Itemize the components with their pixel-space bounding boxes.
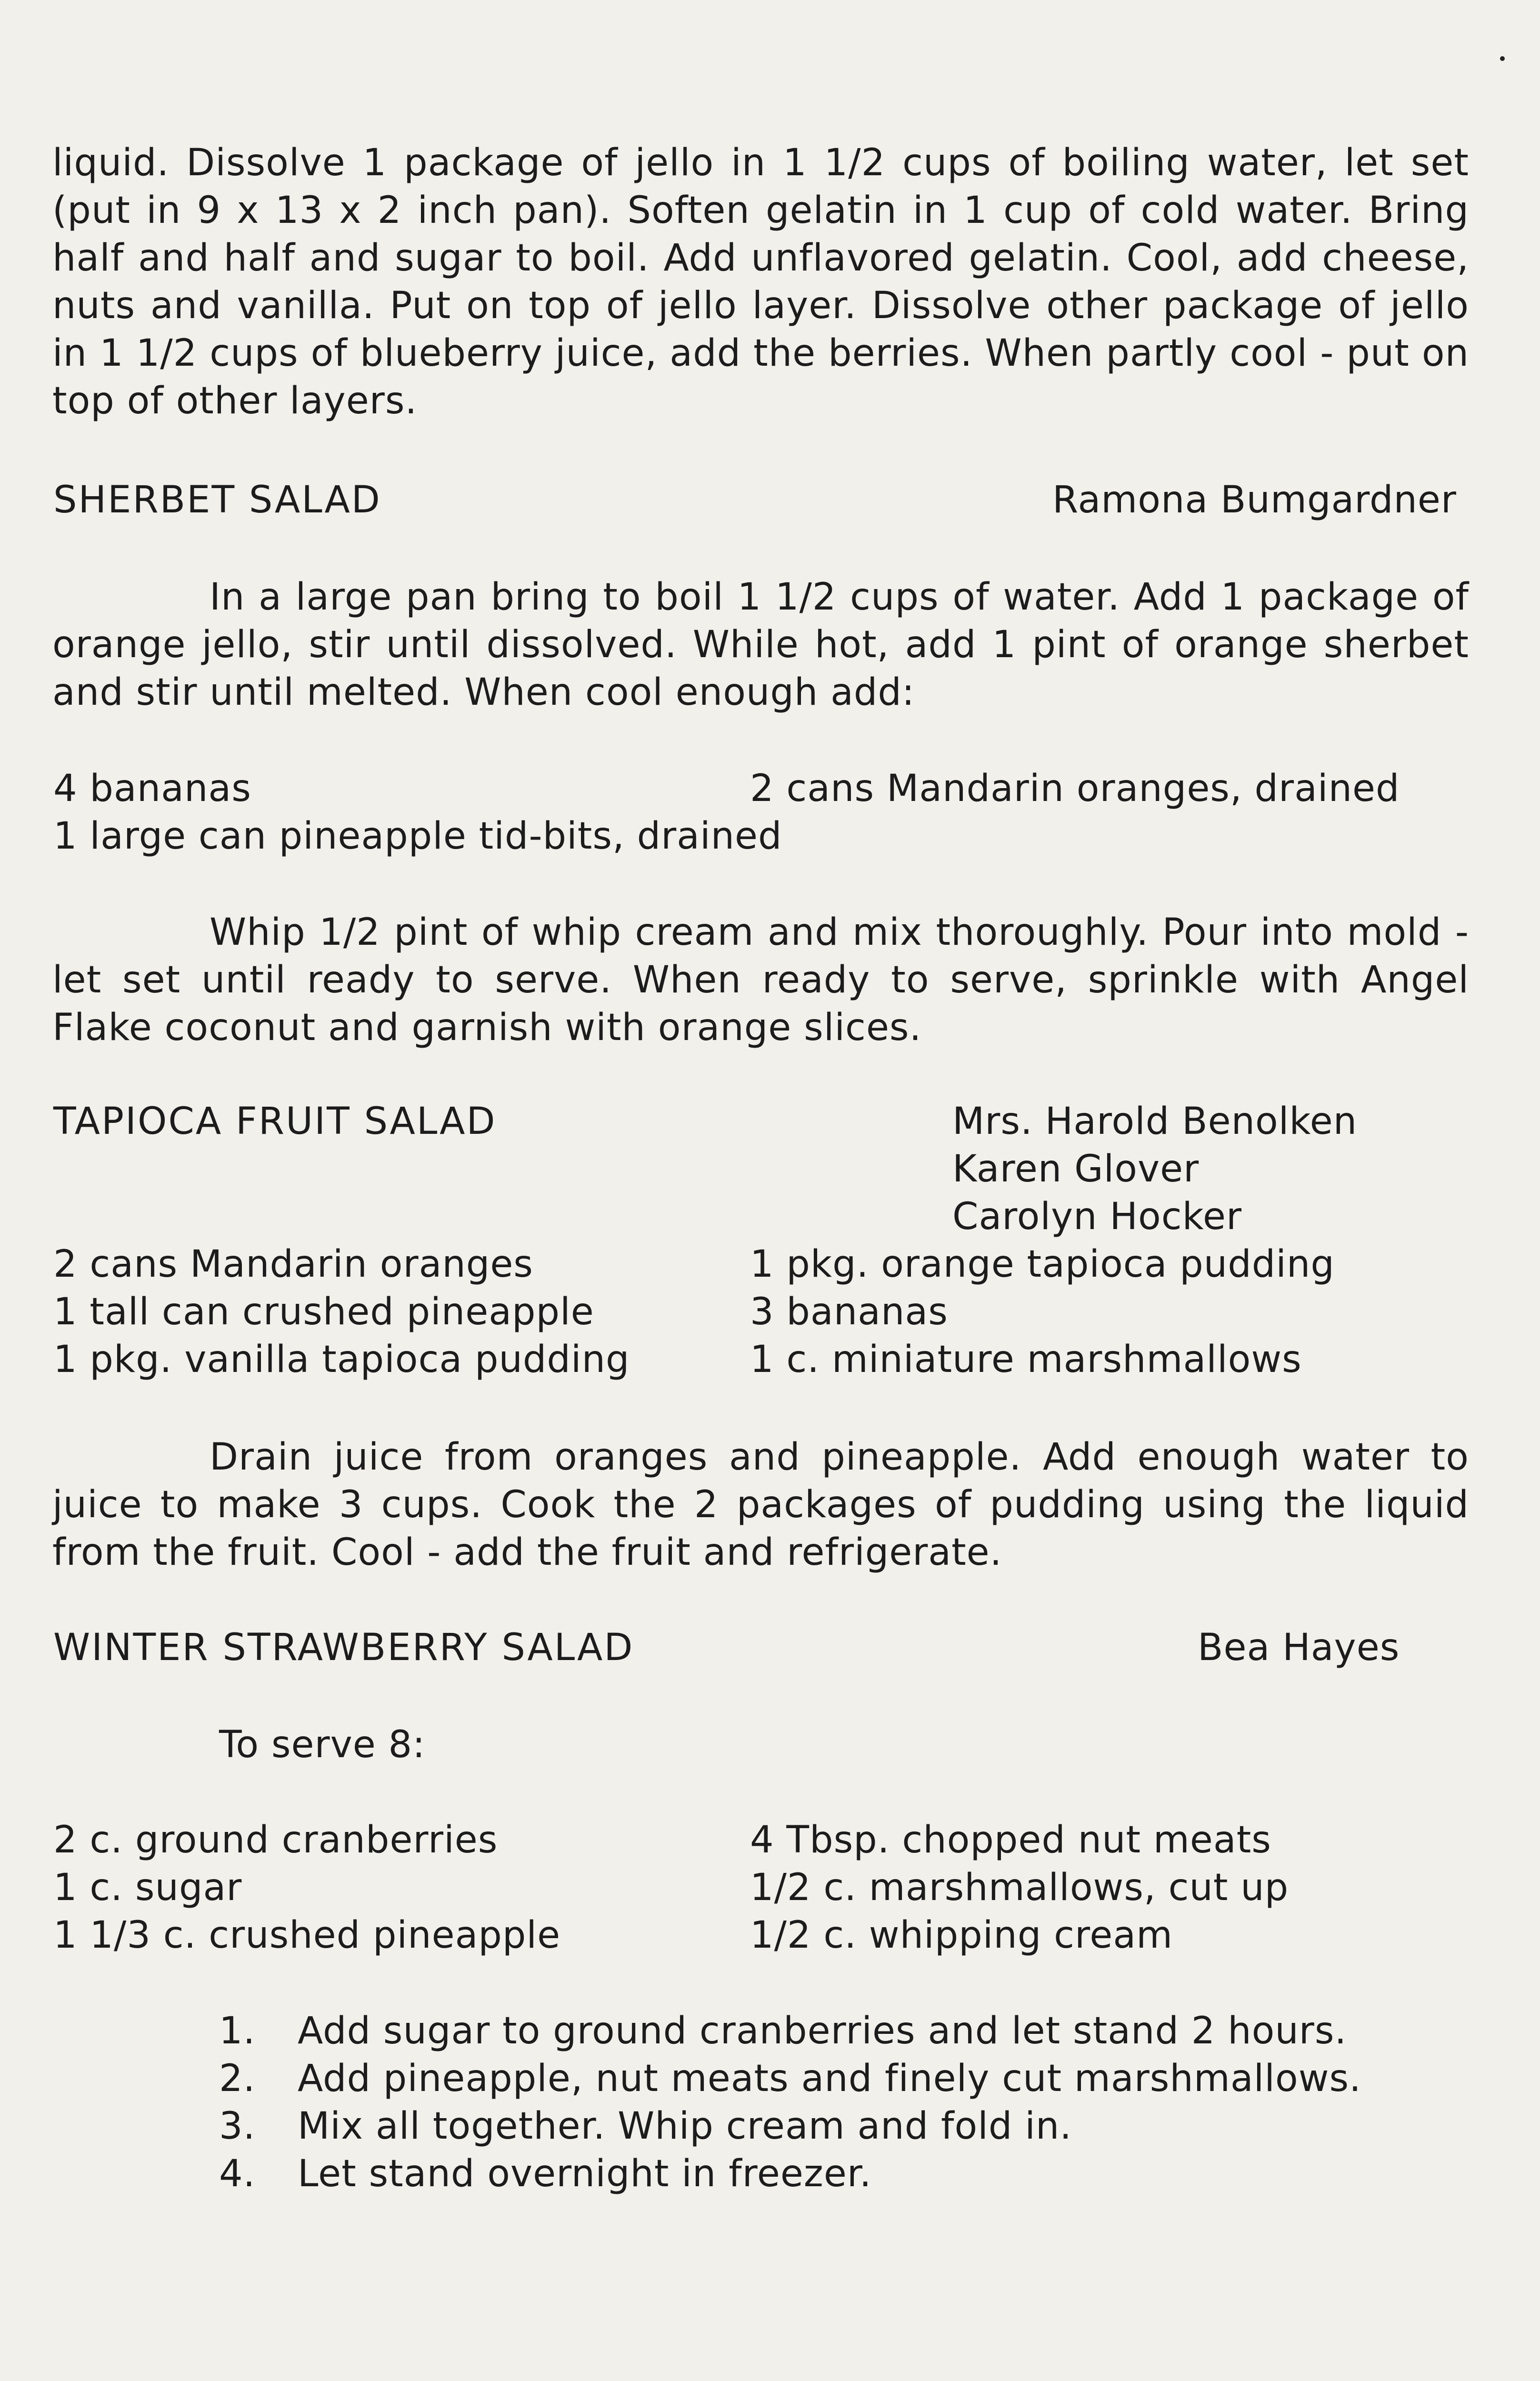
sherbet-salad-author: Ramona Bumgardner — [1052, 479, 1457, 521]
winter-step: 1. Add sugar to ground cranberries and let stand 2 hours. — [219, 2010, 1347, 2052]
winter-serves: To serve 8: — [219, 1723, 426, 1766]
sherbet-ingredient: 2 cans Mandarin oranges, drained — [750, 767, 1400, 810]
winter-ingredient: 4 Tbsp. chopped nut meats — [750, 1819, 1271, 1861]
winter-ingredient: 1/2 c. whipping cream — [750, 1914, 1173, 1957]
ink-speck — [1500, 56, 1505, 61]
winter-step: 3. Mix all together. Whip cream and fold in. — [219, 2105, 1072, 2148]
sherbet-salad-method: Whip 1/2 pint of whip cream and mix thoroughly. Pour into mold - let set until ready to serve. When ready to serve, sprinkle with Angel Flake coconut and garnish with orange slices. — [52, 911, 1469, 1049]
sherbet-salad-intro: In a large pan bring to boil 1 1/2 cups of water. Add 1 package of orange jello, stir until dissolved. While hot, add 1 pint of orange sherbet and stir until melted. When cool enough add: — [52, 576, 1469, 714]
tapioca-ingredient: 3 bananas — [750, 1291, 948, 1333]
tapioca-ingredient: 1 pkg. orange tapioca pudding — [750, 1243, 1335, 1286]
tapioca-ingredient: 1 pkg. vanilla tapioca pudding — [53, 1338, 630, 1381]
sherbet-salad-title: SHERBET SALAD — [53, 479, 381, 521]
sherbet-ingredient: 1 large can pineapple tid-bits, drained — [53, 815, 782, 858]
winter-ingredient: 1 1/3 c. crushed pineapple — [53, 1914, 561, 1957]
tapioca-ingredient: 2 cans Mandarin oranges — [53, 1243, 533, 1286]
winter-step: 4. Let stand overnight in freezer. — [219, 2152, 872, 2195]
winter-strawberry-author: Bea Hayes — [1198, 1626, 1400, 1669]
winter-step: 2. Add pineapple, nut meats and finely cut marshmallows. — [219, 2057, 1361, 2100]
winter-ingredient: 1 c. sugar — [53, 1866, 242, 1909]
top-paragraph: liquid. Dissolve 1 package of jello in 1 1/2 cups of boiling water, let set (put in 9 x 13 x 2 inch pan). Soften gelatin in 1 cup of cold water. Bring half and half and sugar to boil. Add unflavored gelatin. Cool, add cheese, nuts and vanilla. Put on top of jello layer. Dissolve other package of jello in 1 1/2 cups of blueberry juice, add the berries. When partly cool - put on top of other layers. — [52, 141, 1469, 422]
tapioca-ingredient: 1 c. miniature marshmallows — [750, 1338, 1302, 1381]
winter-ingredient: 1/2 c. marshmallows, cut up — [750, 1866, 1289, 1909]
tapioca-author: Karen Glover — [952, 1148, 1200, 1190]
tapioca-author: Carolyn Hocker — [952, 1195, 1242, 1238]
winter-ingredient: 2 c. ground cranberries — [53, 1819, 498, 1861]
tapioca-author: Mrs. Harold Benolken — [952, 1100, 1358, 1143]
tapioca-method: Drain juice from oranges and pineapple. Add enough water to juice to make 3 cups. Cook the 2 packages of pudding using the liquid from the fruit. Cool - add the fruit and refrigerate. — [52, 1436, 1469, 1574]
winter-steps — [219, 2007, 1361, 2198]
tapioca-fruit-salad-title: TAPIOCA FRUIT SALAD — [53, 1100, 497, 1143]
sherbet-ingredient: 4 bananas — [53, 767, 251, 810]
winter-strawberry-salad-title: WINTER STRAWBERRY SALAD — [53, 1626, 634, 1669]
tapioca-ingredient: 1 tall can crushed pineapple — [53, 1291, 594, 1333]
